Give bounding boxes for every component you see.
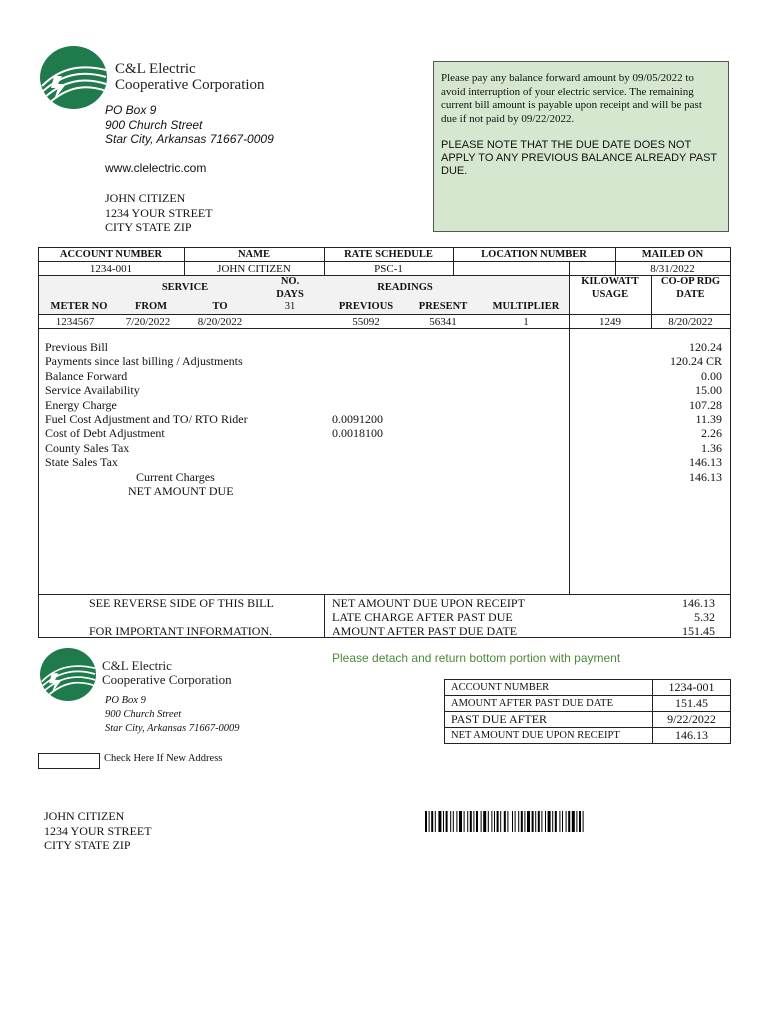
stub-row bbox=[445, 696, 731, 712]
mailed-on-header: MAILED ON bbox=[641, 249, 704, 260]
after-past-due-value: 151.45 bbox=[682, 624, 715, 638]
from-header: FROM bbox=[134, 301, 168, 312]
company-city: Star City, Arkansas 71667-0009 bbox=[105, 132, 274, 146]
stub-value: 1234-001 bbox=[653, 680, 731, 696]
important-info-text: FOR IMPORTANT INFORMATION. bbox=[89, 624, 273, 638]
current-charges-label: Current Charges bbox=[136, 469, 215, 484]
to-value: 8/20/2022 bbox=[197, 316, 243, 328]
charge-value: 15.00 bbox=[695, 383, 722, 398]
stub-label: AMOUNT AFTER PAST DUE DATE bbox=[445, 696, 653, 712]
from-value: 7/20/2022 bbox=[125, 316, 171, 328]
meter-no-header: METER NO bbox=[50, 301, 108, 312]
readings-header: READINGS bbox=[377, 282, 433, 293]
charge-value: 146.13 bbox=[689, 455, 722, 470]
charge-factor: 0.0091200 bbox=[332, 412, 383, 426]
no-days-header-1: NO. bbox=[280, 276, 300, 287]
name-value: JOHN CITIZEN bbox=[217, 263, 291, 275]
charge-value: 107.28 bbox=[689, 397, 722, 412]
charge-value: 2.26 bbox=[701, 426, 722, 441]
stub-label: NET AMOUNT DUE UPON RECEIPT bbox=[445, 728, 653, 744]
account-number-header: ACCOUNT NUMBER bbox=[59, 249, 163, 260]
late-charge-label: LATE CHARGE AFTER PAST DUE bbox=[332, 610, 513, 624]
no-days-header-2: DAYS bbox=[276, 289, 304, 300]
company-name-line1: C&L Electric bbox=[115, 61, 196, 77]
power-lines-icon bbox=[40, 46, 107, 109]
barcode bbox=[425, 811, 689, 832]
rate-schedule-header: RATE SCHEDULE bbox=[344, 249, 433, 260]
power-lines-icon bbox=[40, 648, 96, 701]
charge-label: State Sales Tax bbox=[45, 455, 118, 470]
charge-value: 0.00 bbox=[701, 368, 722, 383]
days-value: 31 bbox=[284, 301, 296, 312]
company-address-stub bbox=[105, 694, 240, 736]
company-city-stub: Star City, Arkansas 71667-0009 bbox=[105, 723, 240, 734]
coop-rdg-header-1: CO-OP RDG bbox=[660, 276, 721, 287]
to-header: TO bbox=[212, 301, 228, 312]
company-logo bbox=[40, 46, 107, 109]
company-website[interactable]: www.clelectric.com bbox=[105, 161, 207, 175]
charge-factor: 0.0018100 bbox=[332, 426, 383, 441]
rate-schedule-value: PSC-1 bbox=[374, 263, 403, 275]
charge-label: Payments since last billing / Adjustments bbox=[45, 354, 243, 369]
notice-text-1: Please pay any balance forward amount by 09/05/2022 to avoid interruption of your electric service. The remaining current bill amount is payable upon receipt and will be past due if not paid by 09/22/2022. bbox=[441, 72, 702, 125]
notice-text-2: PLEASE NOTE THAT THE DUE DATE DOES NOT APPLY TO ANY PREVIOUS BALANCE ALREADY PAST DUE. bbox=[441, 139, 717, 177]
account-number-value: 1234-001 bbox=[89, 263, 133, 275]
company-logo-stub bbox=[40, 648, 96, 701]
customer-city-stub: CITY STATE ZIP bbox=[44, 838, 131, 852]
coop-date-value: 8/20/2022 bbox=[668, 316, 713, 328]
company-po-box-stub: PO Box 9 bbox=[105, 695, 146, 706]
after-past-due-label: AMOUNT AFTER PAST DUE DATE bbox=[332, 624, 518, 638]
location-number-header: LOCATION NUMBER bbox=[481, 249, 587, 260]
stub-label: PAST DUE AFTER bbox=[445, 712, 653, 728]
present-header: PRESENT bbox=[418, 301, 468, 312]
customer-name-stub: JOHN CITIZEN bbox=[44, 809, 125, 823]
charge-value: 120.24 bbox=[689, 340, 722, 354]
charge-label: Service Availability bbox=[45, 383, 140, 398]
new-address-checkbox[interactable] bbox=[38, 753, 100, 769]
multiplier-value: 1 bbox=[523, 316, 529, 328]
stub-row bbox=[445, 728, 731, 744]
stub-row bbox=[445, 680, 731, 696]
charge-label: Energy Charge bbox=[45, 397, 117, 412]
kilowatt-header-1: KILOWATT bbox=[581, 276, 639, 287]
kilowatt-header-2: USAGE bbox=[591, 289, 629, 300]
payment-stub-table bbox=[444, 679, 731, 744]
charge-value: 1.36 bbox=[701, 440, 722, 455]
charge-label: County Sales Tax bbox=[45, 440, 130, 455]
charge-label: Fuel Cost Adjustment and TO/ RTO Rider bbox=[45, 412, 248, 426]
company-po-box: PO Box 9 bbox=[105, 103, 157, 117]
previous-header: PREVIOUS bbox=[338, 301, 394, 312]
net-due-value: 146.13 bbox=[682, 596, 715, 610]
coop-rdg-header-2: DATE bbox=[676, 289, 705, 300]
company-street-stub: 900 Church Street bbox=[105, 709, 182, 720]
name-header: NAME bbox=[237, 249, 271, 260]
customer-city: CITY STATE ZIP bbox=[105, 220, 192, 234]
customer-street-stub: 1234 YOUR STREET bbox=[44, 823, 152, 838]
present-value: 56341 bbox=[429, 316, 457, 328]
due-date-notice bbox=[433, 61, 729, 232]
late-charge-value: 5.32 bbox=[694, 610, 715, 624]
net-amount-due-label: NET AMOUNT DUE bbox=[128, 484, 234, 498]
kwh-value: 1249 bbox=[599, 316, 621, 328]
meter-no-value: 1234567 bbox=[55, 316, 95, 328]
charge-label: Previous Bill bbox=[45, 340, 109, 354]
company-name-line1-stub: C&L Electric bbox=[102, 658, 172, 673]
charge-label: Balance Forward bbox=[45, 368, 128, 383]
stub-value: 151.45 bbox=[653, 696, 731, 712]
charge-value: 11.39 bbox=[695, 412, 722, 426]
company-name-line2-stub: Cooperative Corporation bbox=[102, 672, 232, 687]
stub-value: 9/22/2022 bbox=[653, 712, 731, 728]
net-due-label: NET AMOUNT DUE UPON RECEIPT bbox=[332, 596, 525, 610]
stub-row bbox=[445, 712, 731, 728]
previous-value: 55092 bbox=[352, 316, 380, 328]
customer-name: JOHN CITIZEN bbox=[105, 191, 186, 205]
service-header: SERVICE bbox=[161, 282, 209, 293]
charge-label: Cost of Debt Adjustment bbox=[45, 426, 165, 441]
mailed-on-value: 8/31/2022 bbox=[650, 263, 695, 275]
multiplier-header: MULTIPLIER bbox=[492, 301, 560, 312]
detach-instruction: Please detach and return bottom portion with payment bbox=[332, 651, 621, 665]
customer-street: 1234 YOUR STREET bbox=[105, 205, 213, 220]
company-street: 900 Church Street bbox=[105, 118, 203, 132]
current-charges-value: 146.13 bbox=[689, 469, 722, 484]
customer-address-stub bbox=[44, 809, 152, 853]
see-reverse-text: SEE REVERSE SIDE OF THIS BILL bbox=[89, 596, 274, 610]
stub-label: ACCOUNT NUMBER bbox=[445, 680, 653, 696]
new-address-label: Check Here If New Address bbox=[104, 753, 223, 764]
charge-value: 120.24 CR bbox=[669, 354, 722, 369]
stub-value: 146.13 bbox=[653, 728, 731, 744]
customer-address-top bbox=[105, 191, 213, 235]
company-name-line2: Cooperative Corporation bbox=[115, 77, 265, 93]
